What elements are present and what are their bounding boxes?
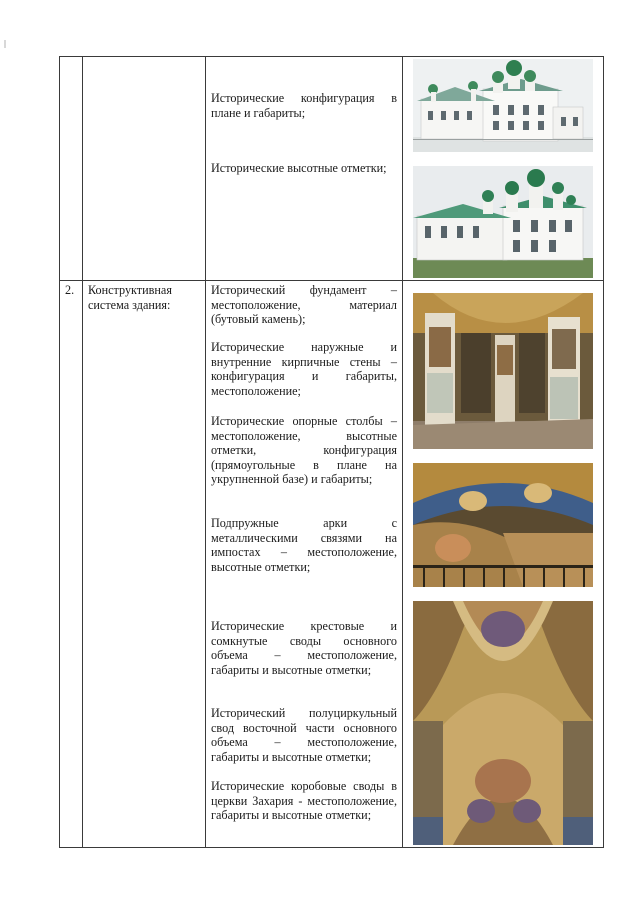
church-arches-photo [413,463,593,587]
table-row-divider [59,280,604,281]
row2-item-7: Исторические коробовые своды в церкви Захария - местоположение, габариты и высотные отметки; [211,779,397,823]
table-border-top [59,56,604,57]
row1-item-2: Исторические высотные отметки; [211,161,387,175]
church-interior-pillars-photo [413,293,593,449]
row2-item-3: Исторические опорные столбы – местоположение, высотные отметки, конфигурация (прямоугольные в плане на укрупненной базе) и габариты; [211,414,397,487]
church-exterior-photo-2 [413,166,593,278]
table-border-left [59,56,60,848]
table-border-col1 [82,56,83,848]
row1-item-1: Исторические конфигурация в плане и габариты; [211,91,397,120]
table-border-bottom [59,847,604,848]
row2-item-2: Исторические наружные и внутренние кирпичные стены – конфигурация и габариты, местоположение; [211,340,397,398]
row2-item-5: Исторические крестовые и сомкнутые своды основного объема – местоположение, габариты и высотные отметки; [211,619,397,677]
row2-number: 2. [65,283,75,297]
row2-item-6: Исторический полуциркульный свод восточной части основного объема – местоположение, габариты и высотные отметки; [211,706,397,764]
church-exterior-photo-1 [413,59,593,152]
church-vaults-photo [413,601,593,845]
table-border-col3 [402,56,403,848]
row2-element: Конструктивная система здания: [88,283,172,312]
scan-artifact [4,40,6,48]
table-border-col2 [205,56,206,848]
row2-item-4: Подпружные арки с металлическими связями на импостах – местоположение, высотные отметки; [211,516,397,574]
table-border-right [603,56,604,848]
row2-item-1: Исторический фундамент – местоположение, материал (бутовый камень); [211,283,397,327]
